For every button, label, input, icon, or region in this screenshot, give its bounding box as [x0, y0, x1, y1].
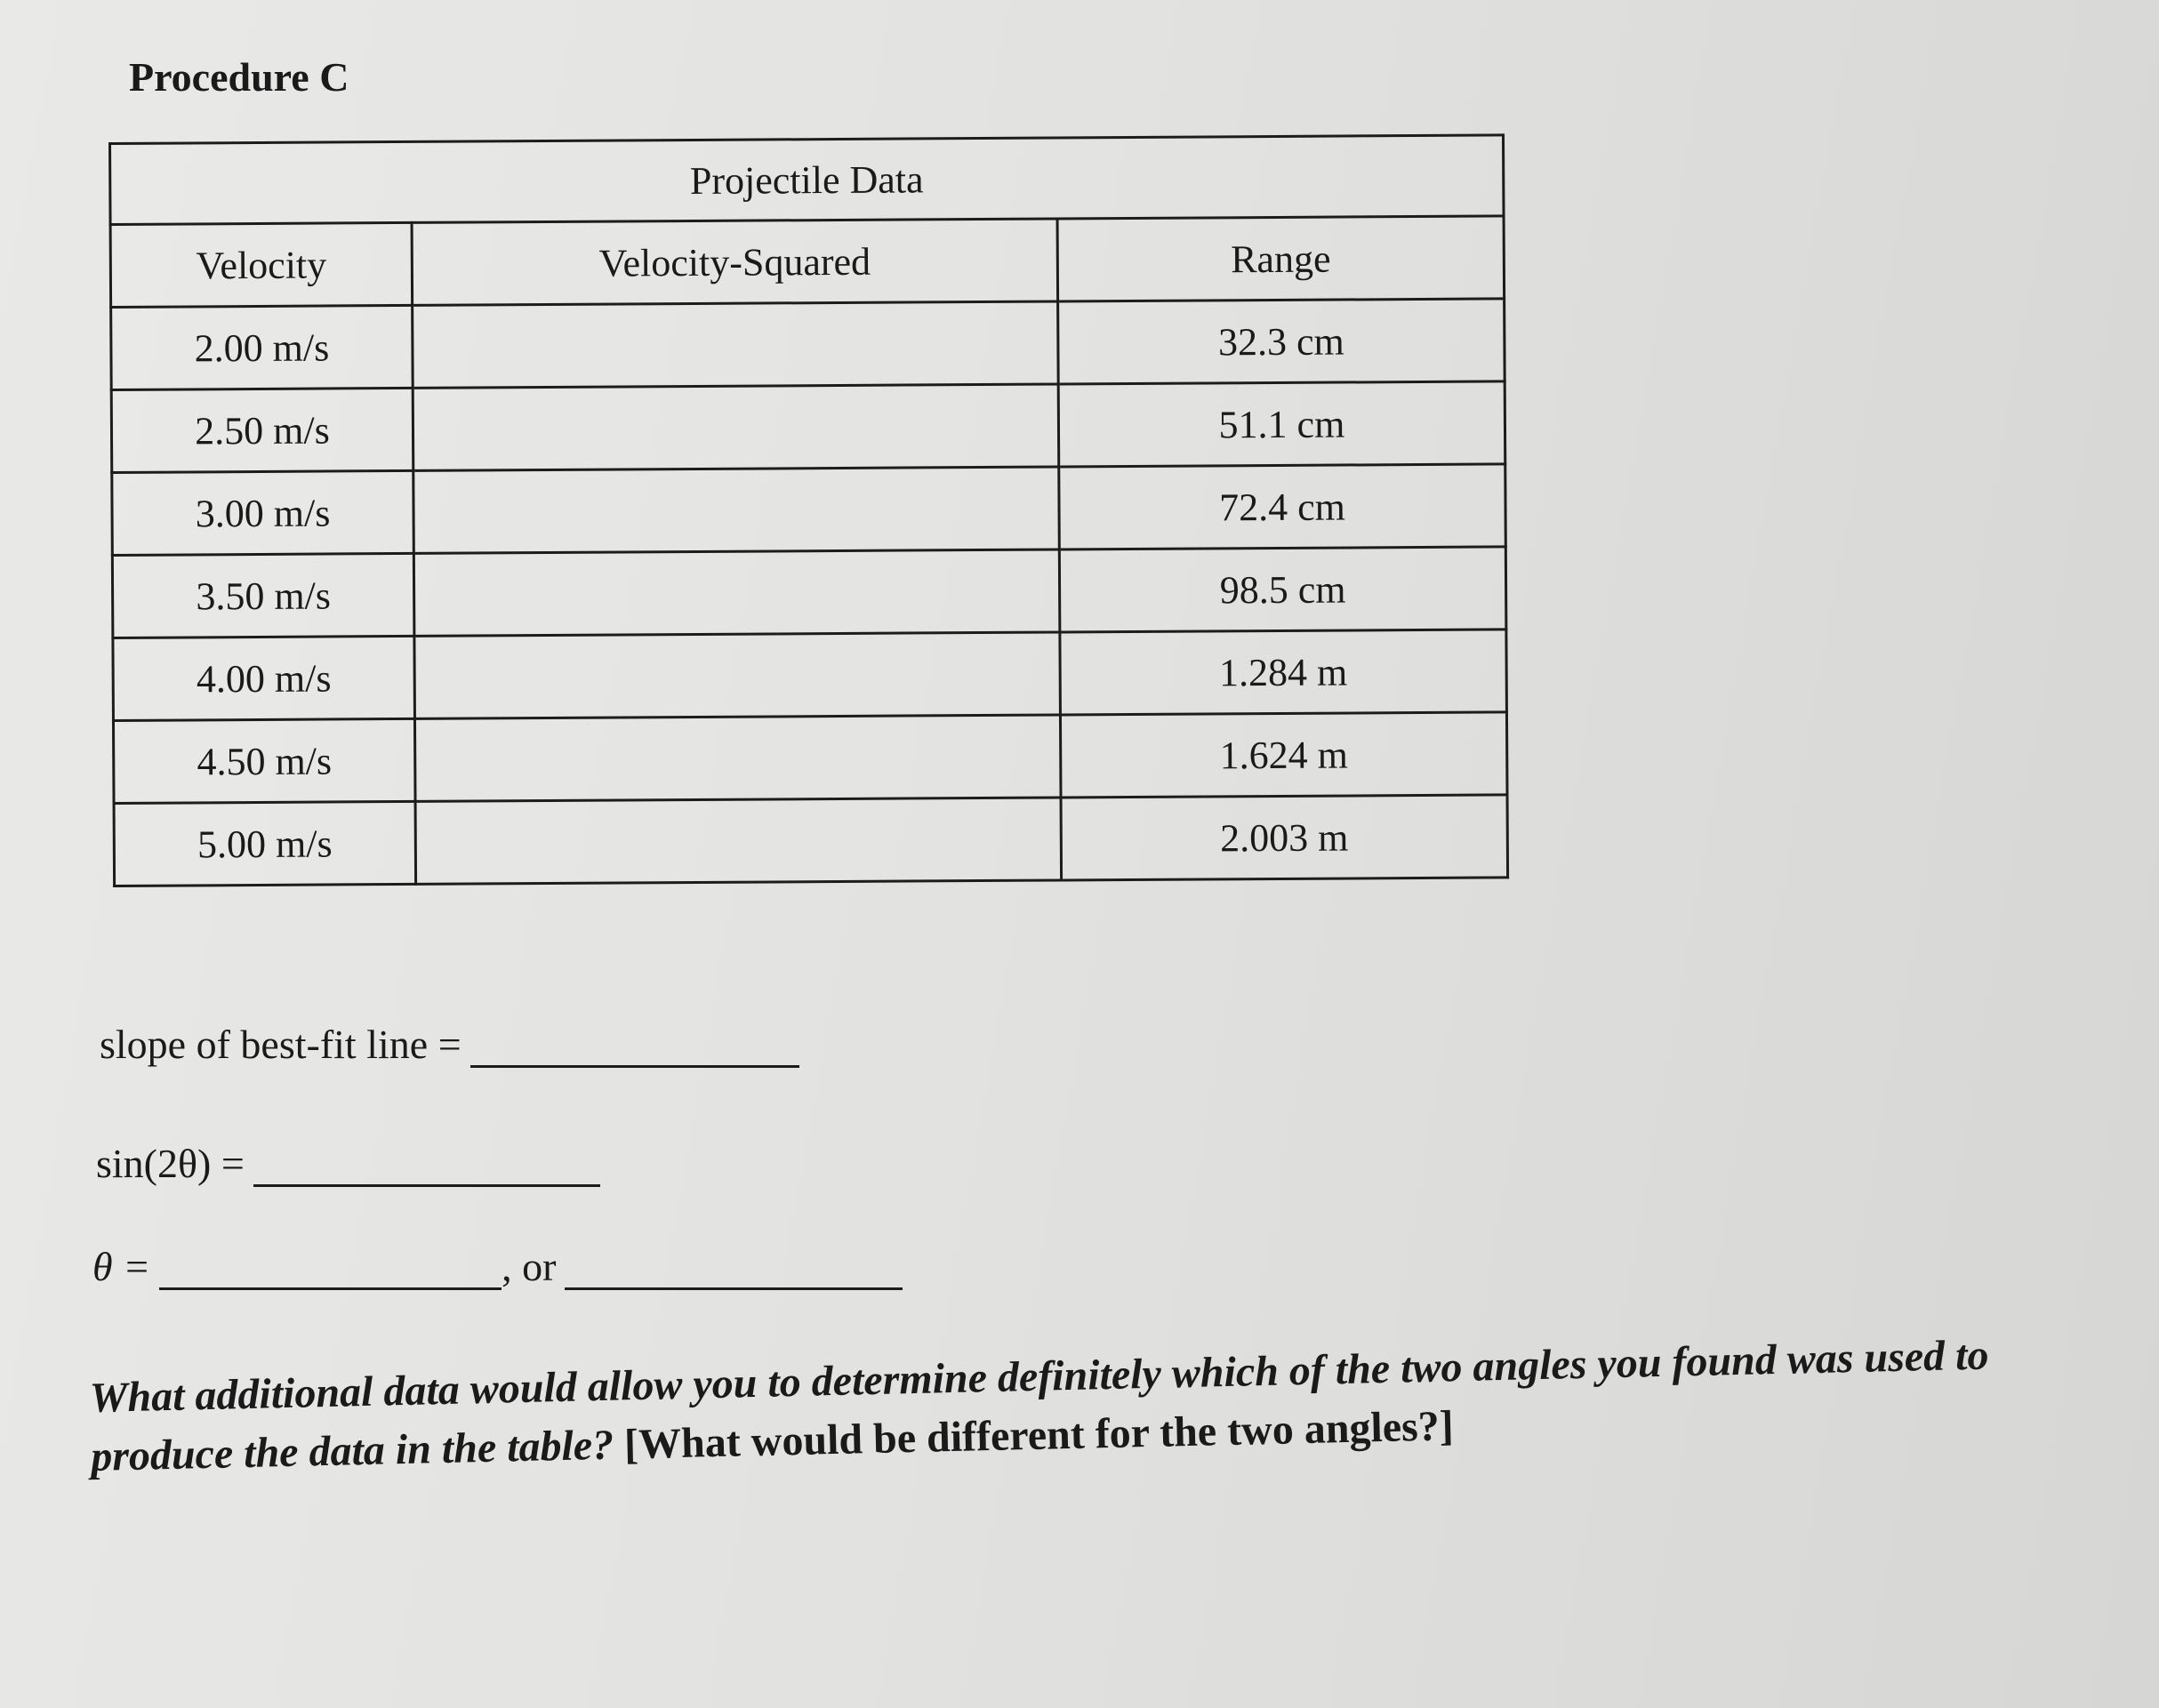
velocity-cell: 4.50 m/s: [113, 718, 415, 803]
question-paragraph: [89, 1324, 2100, 1487]
velocity-cell: 3.00 m/s: [112, 470, 414, 555]
section-heading: Procedure C: [129, 54, 349, 100]
velocity-cell: 3.50 m/s: [112, 553, 414, 637]
table-row: [111, 381, 1505, 473]
range-cell: 1.624 m: [1060, 712, 1507, 798]
question-italic-text: What additional data would allow you to determine definitely which of the two angles you found was used to produce the data in the table?: [89, 1331, 1990, 1480]
velocity-squared-cell[interactable]: [413, 549, 1060, 636]
header-velocity-squared: Velocity-Squared: [412, 219, 1058, 305]
velocity-squared-cell[interactable]: [415, 798, 1062, 884]
table-title: Projectile Data: [110, 135, 1505, 225]
sin-line: [96, 1140, 600, 1187]
question-bracket-text: [What would be different for the two angles?]: [623, 1402, 1455, 1469]
header-range: Range: [1057, 216, 1505, 301]
range-cell: 2.003 m: [1061, 795, 1508, 880]
slope-line: [100, 1021, 799, 1068]
velocity-squared-cell[interactable]: [415, 715, 1062, 801]
velocity-squared-cell[interactable]: [413, 301, 1059, 388]
range-cell: 98.5 cm: [1059, 547, 1506, 632]
table-row: [113, 712, 1507, 804]
velocity-cell: 2.50 m/s: [111, 388, 413, 472]
theta-answer-blank-2[interactable]: [565, 1247, 903, 1290]
header-velocity: Velocity: [110, 222, 413, 307]
velocity-cell: 5.00 m/s: [114, 801, 416, 886]
table-row: [112, 464, 1506, 556]
or-label: , or: [502, 1244, 557, 1289]
table-row: [111, 299, 1505, 390]
table-row: [114, 795, 1508, 886]
range-cell: 32.3 cm: [1058, 299, 1505, 384]
range-cell: 51.1 cm: [1058, 381, 1505, 467]
theta-label: θ =: [92, 1244, 151, 1289]
range-cell: 1.284 m: [1060, 629, 1507, 715]
table-row: [112, 547, 1506, 638]
slope-answer-blank[interactable]: [470, 1024, 799, 1068]
header-row: [110, 216, 1505, 308]
slope-label: slope of best-fit line =: [100, 1022, 461, 1067]
velocity-squared-cell[interactable]: [413, 384, 1059, 470]
projectile-data-table: [108, 133, 1509, 887]
sin-answer-blank[interactable]: [253, 1143, 600, 1187]
velocity-cell: 2.00 m/s: [111, 305, 413, 389]
theta-line: [92, 1243, 903, 1290]
table-row: [113, 629, 1507, 721]
velocity-cell: 4.00 m/s: [113, 636, 415, 720]
range-cell: 72.4 cm: [1059, 464, 1506, 549]
sin-label: sin(2θ) =: [96, 1141, 245, 1186]
theta-answer-blank-1[interactable]: [159, 1247, 502, 1290]
velocity-squared-cell[interactable]: [414, 632, 1061, 718]
velocity-squared-cell[interactable]: [413, 467, 1060, 553]
